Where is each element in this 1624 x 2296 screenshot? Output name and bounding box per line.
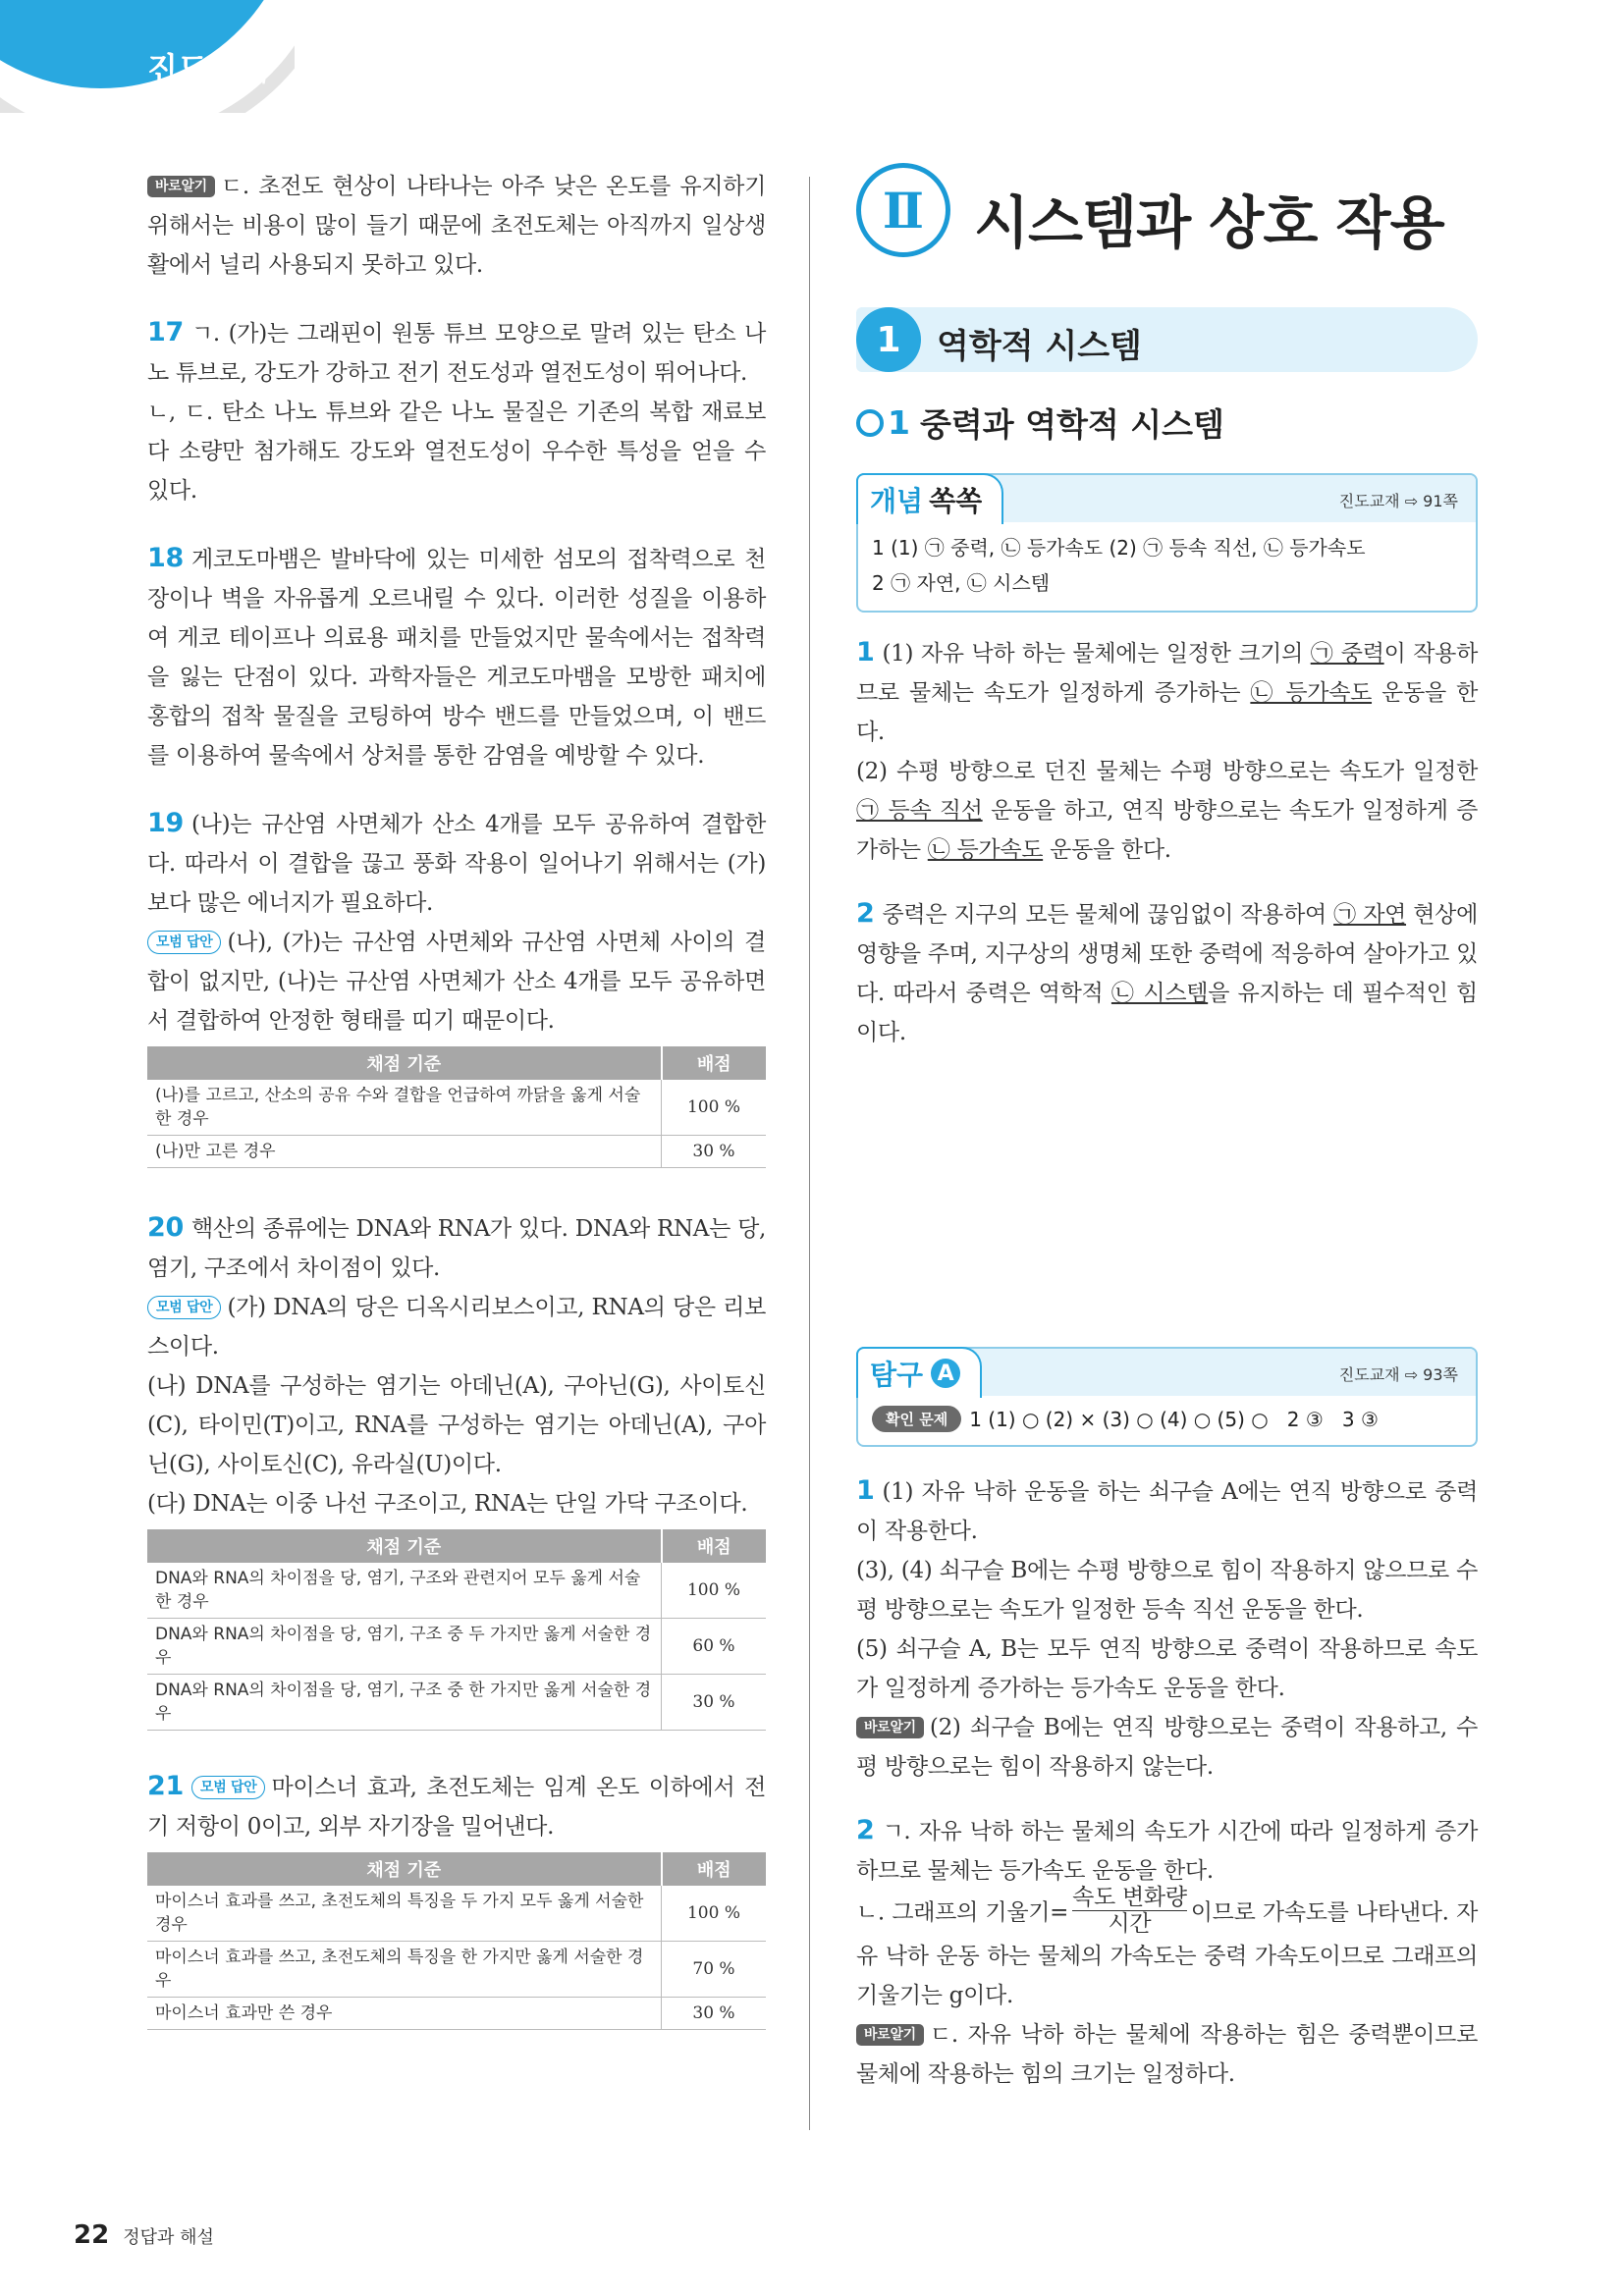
answer-text: ㄷ. 초전도 현상이 나타나는 아주 낮은 온도를 유지하기 위해서는 비용이 많이 들기 때문에 초전도체는 아직까지 일상생활에서 널리 사용되지 못하고 있다.	[147, 174, 766, 278]
scoring-table-21	[147, 1852, 766, 2030]
criteria-cell: DNA와 RNA의 차이점을 당, 염기, 구조 중 두 가지만 옳게 서술한 경우	[147, 1619, 662, 1675]
table-row	[147, 1998, 766, 2030]
points-cell: 30 %	[662, 1998, 767, 2030]
points-cell: 60 %	[662, 1619, 767, 1675]
answer-21	[147, 1768, 766, 2030]
inquiry-label: 탐구	[870, 1359, 924, 1391]
inquiry-answer-2	[856, 1812, 1478, 2094]
section-tab-label: 진도교재	[147, 50, 269, 87]
question-number: 17	[147, 317, 184, 347]
table-row	[147, 1563, 766, 1619]
points-header: 배점	[662, 1046, 767, 1080]
answer-text: 이 작용하므로 물체는 속도가 일정하게 증가하는	[856, 641, 1478, 706]
points-cell: 100 %	[662, 1563, 767, 1619]
table-row	[147, 1675, 766, 1731]
underlined-answer: ㉠ 등속 직선	[856, 798, 983, 824]
textbook-reference: 진도교재 ⇨ 91쪽	[1338, 492, 1458, 510]
answer-text: 핵산의 종류에는 DNA와 RNA가 있다. DNA와 RNA는 당, 염기, 구조에서 차이점이 있다.	[147, 1216, 766, 1281]
criteria-header: 채점 기준	[147, 1046, 662, 1080]
answer-16-note	[147, 167, 766, 285]
points-header: 배점	[662, 1529, 767, 1563]
criteria-cell: DNA와 RNA의 차이점을 당, 염기, 구조와 관련지어 모두 옳게 서술한 경우	[147, 1563, 662, 1619]
points-cell: 100 %	[662, 1886, 767, 1942]
inquiry-box-tab	[856, 1347, 982, 1398]
question-number: 19	[147, 808, 184, 838]
page-number: 22	[74, 2220, 110, 2250]
answer-text: (5) 쇠구슬 A, B는 모두 연직 방향으로 중력이 작용하므로 속도가 일정하게 증가하는 등가속도 운동을 한다.	[856, 1636, 1478, 1701]
answer-text: (1) 자유 낙하 하는 물체에는 일정한 크기의	[882, 641, 1311, 667]
table-row	[147, 1136, 766, 1168]
criteria-cell: 마이스너 효과를 쓰고, 초전도체의 특징을 한 가지만 옳게 서술한 경우	[147, 1942, 662, 1998]
question-number: 1	[856, 637, 875, 667]
points-cell: 30 %	[662, 1675, 767, 1731]
underlined-answer: ㉠ 중력	[1310, 641, 1384, 667]
points-cell: 70 %	[662, 1942, 767, 1998]
chapter-number: 1	[856, 307, 921, 372]
question-number: 2	[856, 898, 875, 929]
section-title: 중력과 역학적 시스템	[919, 405, 1224, 444]
criteria-header: 채점 기준	[147, 1529, 662, 1563]
answer-20	[147, 1209, 766, 1731]
scoring-table-20	[147, 1529, 766, 1731]
chapter-heading	[856, 307, 1478, 372]
answer-text: 운동을 한다.	[856, 680, 1478, 745]
answer-text: (1) 자유 낙하 운동을 하는 쇠구슬 A에는 연직 방향으로 중력이 작용한다.	[856, 1479, 1478, 1544]
correction-tag: 바로알기	[147, 176, 215, 197]
column-divider	[809, 177, 810, 2130]
model-answer-text: 마이스너 효과, 초전도체는 임계 온도 이하에서 전기 저항이 0이고, 외부 자기장을 밀어낸다.	[147, 1775, 766, 1840]
answer-text: ㄷ. 자유 낙하 하는 물체에 작용하는 힘은 중력뿐이므로 물체에 작용하는 힘의 크기는 일정하다.	[856, 2022, 1478, 2087]
answer-text: (나)는 규산염 사면체가 산소 4개를 모두 공유하여 결합한다. 따라서 이 결합을 끊고 풍화 작용이 일어나기 위해서는 (가)보다 많은 에너지가 필요하다.	[147, 812, 766, 916]
fraction-numerator: 속도 변화량	[1072, 1885, 1187, 1910]
criteria-cell: (나)만 고른 경우	[147, 1136, 662, 1168]
criteria-cell: (나)를 고르고, 산소의 공유 수와 결합을 언급하여 까닭을 옳게 서술한 경우	[147, 1080, 662, 1136]
answer-text: 운동을 한다.	[1043, 837, 1171, 863]
page-footer	[74, 2220, 214, 2250]
concept-label-suffix: 쏙쏙	[929, 485, 983, 517]
answer-text: ㄴ. 그래프의 기울기=	[856, 1899, 1069, 1926]
answer-text: 이므로 가속도를 나타낸다. 자유 낙하 운동 하는 물체의 가속도는 중력 가속도이므로 그래프의 기울기는 g이다.	[856, 1899, 1478, 2008]
points-cell: 100 %	[662, 1080, 767, 1136]
question-number: 2	[856, 1815, 875, 1845]
fraction-denominator: 시간	[1108, 1911, 1152, 1937]
footer-label: 정답과 해설	[123, 2227, 214, 2248]
model-answer-text: (다) DNA는 이중 나선 구조이고, RNA는 단일 가닥 구조이다.	[147, 1491, 748, 1517]
question-number: 1	[856, 1475, 875, 1506]
points-header: 배점	[662, 1852, 767, 1886]
table-row	[147, 1619, 766, 1675]
fraction	[1072, 1885, 1187, 1937]
question-number: 18	[147, 543, 184, 573]
question-number: 20	[147, 1212, 184, 1243]
answer-text: 게코도마뱀은 발바닥에 있는 미세한 섬모의 접착력으로 천장이나 벽을 자유롭게 오르내릴 수 있다. 이러한 성질을 이용하여 게코 테이프나 의료용 패치를 만들었지만 물속에서는 접착력을 잃는 단점이 있다. 과학자들은 게코도마뱀을 모방한 패치에 홍합의 접착 물질을 코팅하여 방수 밴드를 만들었으며, 이 밴드를 이용하여 물속에서 상처를 통한 감염을 예방할 수 있다.	[147, 547, 766, 769]
concept-answer-2	[856, 895, 1478, 1052]
correction-tag: 바로알기	[856, 1717, 924, 1738]
model-answer-tag: 모범 답안	[147, 1296, 221, 1319]
table-row	[147, 1886, 766, 1942]
points-cell: 30 %	[662, 1136, 767, 1168]
section-circle-icon	[856, 409, 884, 437]
answer-19	[147, 805, 766, 1168]
criteria-cell: 마이스너 효과만 쓴 경우	[147, 1998, 662, 2030]
answer-18	[147, 540, 766, 775]
concept-answer-line: 2 ㉠ 자연, ㉡ 시스템	[872, 571, 1051, 595]
concept-box	[856, 473, 1478, 613]
section-heading	[856, 400, 1478, 446]
underlined-answer: ㉠ 자연	[1333, 902, 1407, 928]
answer-text: (2) 수평 방향으로 던진 물체는 수평 방향으로는 속도가 일정한	[856, 759, 1478, 784]
criteria-cell: DNA와 RNA의 차이점을 당, 염기, 구조 중 한 가지만 옳게 서술한 경우	[147, 1675, 662, 1731]
unit-number-badge: Ⅱ	[856, 163, 950, 257]
inquiry-letter-badge: A	[931, 1359, 960, 1388]
unit-heading	[856, 167, 1478, 270]
underlined-answer: ㉡ 등가속도	[1250, 680, 1373, 706]
answer-text: 을 유지하는 데 필수적인 힘이다.	[856, 981, 1478, 1045]
answer-text: 중력은 지구의 모든 물체에 끊임없이 작용하여	[882, 902, 1334, 928]
model-answer-tag: 모범 답안	[191, 1776, 265, 1799]
underlined-answer: ㉡ 등가속도	[927, 837, 1044, 863]
model-answer-text: (나) DNA를 구성하는 염기는 아데닌(A), 구아닌(G), 사이토신(C), 타이민(T)이고, RNA를 구성하는 염기는 아데닌(A), 구아닌(G), 사이토신(C), 유라실(U)이다.	[147, 1373, 766, 1477]
answer-text: (2) 쇠구슬 B에는 연직 방향으로는 중력이 작용하고, 수평 방향으로는 힘이 작용하지 않는다.	[856, 1715, 1478, 1780]
answer-17	[147, 314, 766, 510]
answer-text: ㄱ. (가)는 그래핀이 원통 튜브 모양으로 말려 있는 탄소 나노 튜브로, 강도가 강하고 전기 전도성과 열전도성이 뛰어나다.	[147, 321, 766, 386]
inquiry-box	[856, 1347, 1478, 1447]
model-answer-tag: 모범 답안	[147, 931, 221, 954]
answer-text: (3), (4) 쇠구슬 B에는 수평 방향으로 힘이 작용하지 않으므로 수평 방향으로는 속도가 일정한 등속 직선 운동을 한다.	[856, 1558, 1478, 1623]
concept-box-tab	[856, 473, 1003, 524]
model-answer-text: (가) DNA의 당은 디옥시리보스이고, RNA의 당은 리보스이다.	[147, 1295, 766, 1360]
criteria-cell: 마이스너 효과를 쓰고, 초전도체의 특징을 두 가지 모두 옳게 서술한 경우	[147, 1886, 662, 1942]
check-problem-tag: 확인 문제	[872, 1406, 961, 1432]
unit-title: 시스템과 상호 작용	[974, 189, 1444, 256]
concept-answer-1	[856, 634, 1478, 870]
question-number: 21	[147, 1771, 184, 1801]
right-column	[856, 167, 1478, 2094]
table-row	[147, 1080, 766, 1136]
section-number: 1	[888, 403, 910, 442]
underlined-answer: ㉡ 시스템	[1110, 981, 1209, 1006]
answer-text: 운동을 하고, 연직 방향으로는 속도가 일정하게 증가하는	[856, 798, 1478, 863]
concept-label: 개념	[870, 485, 924, 517]
answer-text: 현상에 영향을 주며, 지구상의 생명체 또한 중력에 적응하여 살아가고 있다. 따라서 중력은 역학적	[856, 902, 1478, 1006]
textbook-reference: 진도교재 ⇨ 93쪽	[1338, 1365, 1458, 1384]
check-answers: 1 (1) ○ (2) × (3) ○ (4) ○ (5) ○ 2 ③ 3 ③	[969, 1408, 1379, 1431]
model-answer-text: (나), (가)는 규산염 사면체와 규산염 사면체 사이의 결합이 없지만, (나)는 규산염 사면체가 산소 4개를 모두 공유하면서 결합하여 안정한 형태를 띠기 때문이다.	[147, 930, 766, 1034]
criteria-header: 채점 기준	[147, 1852, 662, 1886]
left-column	[147, 167, 766, 2077]
inquiry-answer-1	[856, 1472, 1478, 1787]
table-row	[147, 1942, 766, 1998]
scoring-table-19	[147, 1046, 766, 1168]
concept-answer-line: 1 (1) ㉠ 중력, ㉡ 등가속도 (2) ㉠ 등속 직선, ㉡ 등가속도	[872, 536, 1366, 560]
answer-text: ㄱ. 자유 낙하 하는 물체의 속도가 시간에 따라 일정하게 증가하므로 물체는 등가속도 운동을 한다.	[856, 1819, 1478, 1884]
answer-text: ㄴ, ㄷ. 탄소 나노 튜브와 같은 나노 물질은 기존의 복합 재료보다 소량만 첨가해도 강도와 열전도성이 우수한 특성을 얻을 수 있다.	[147, 400, 766, 504]
chapter-title: 역학적 시스템	[937, 327, 1142, 366]
correction-tag: 바로알기	[856, 2024, 924, 2046]
